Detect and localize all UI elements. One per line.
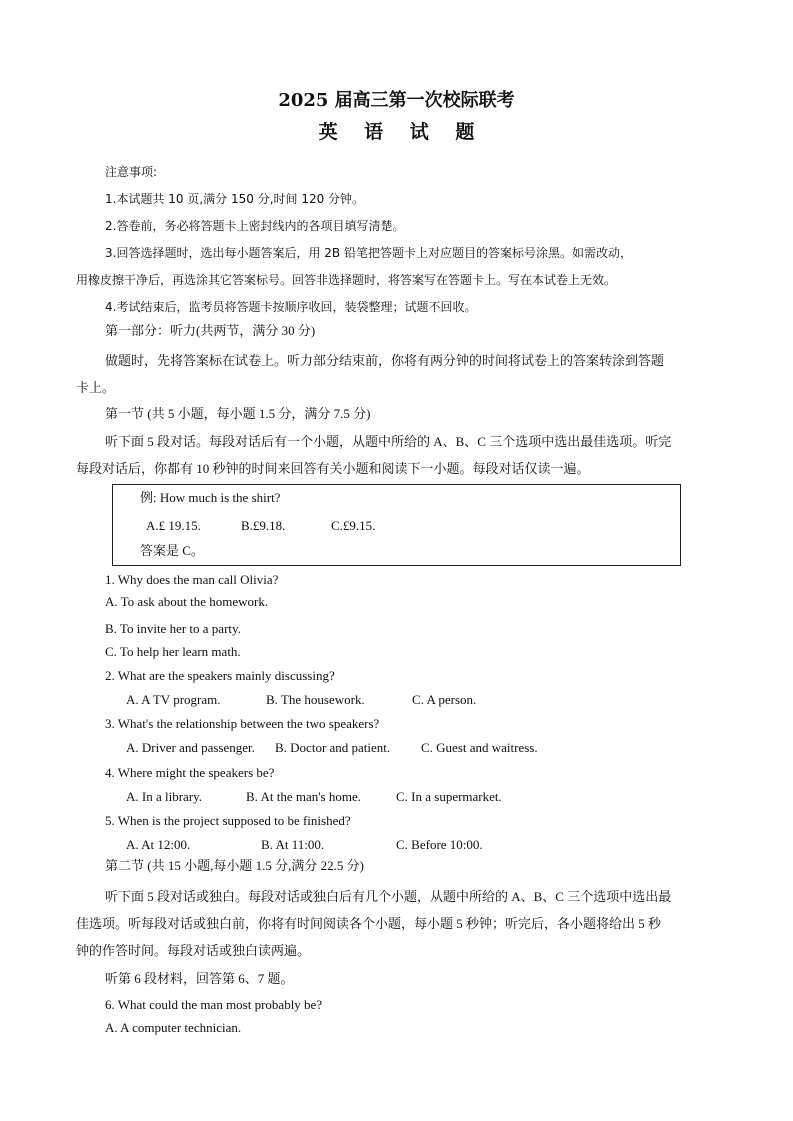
question-option: B. Doctor and patient. <box>275 740 391 755</box>
notice-item: 1.本试题共 10 页,满分 150 分,时间 120 分钟。 <box>105 192 365 206</box>
example-option: B.£9.18. <box>241 518 286 533</box>
section1-intro: 听下面 5 段对话。每段对话后有一个小题，从题中所给的 A、B、C 三个选项中选出最佳选项。听完 <box>105 434 672 449</box>
example-option: C.£9.15. <box>331 518 376 533</box>
question: 4. Where might the speakers be? <box>105 765 275 780</box>
question-option: B. At 11:00. <box>261 837 325 852</box>
question-option: C. Before 10:00. <box>396 837 483 852</box>
question: 6. What could the man most probably be? <box>105 997 323 1012</box>
question-option: C. Guest and waitress. <box>421 740 538 755</box>
example-question: 例: How much is the shirt? <box>140 490 281 505</box>
example-answer: 答案是 C。 <box>140 543 204 558</box>
section1-heading: 第一节 (共 5 小题，每小题 1.5 分，满分 7.5 分) <box>105 406 371 421</box>
question-option: B. At the man's home. <box>246 789 362 804</box>
section1-intro: 每段对话后，你都有 10 秒钟的时间来回答有关小题和阅读下一小题。每段对话仅读一遍。 <box>76 461 590 476</box>
question-option: C. To help her learn math. <box>105 644 241 659</box>
question-option: A. A computer technician. <box>105 1020 242 1035</box>
question-option: A. At 12:00. <box>126 837 191 852</box>
question: 3. What's the relationship between the two speakers? <box>105 716 380 731</box>
question-option: C. A person. <box>412 692 477 707</box>
question-option: A. A TV program. <box>126 692 221 707</box>
notice-item: 2.答卷前，务必将答题卡上密封线内的各项目填写清楚。 <box>105 219 405 233</box>
section2-heading: 第二节 (共 15 小题,每小题 1.5 分,满分 22.5 分) <box>105 858 364 873</box>
question-option: B. To invite her to a party. <box>105 621 241 636</box>
exam-subtitle: 英 语 试 题 <box>318 121 485 143</box>
question: 5. When is the project supposed to be finished? <box>105 813 351 828</box>
notice-item-continued: 用橡皮擦干净后，再选涂其它答案标号。回答非选择题时，将答案写在答题卡上。写在本试卷上无效。 <box>76 273 617 287</box>
question: 2. What are the speakers mainly discussing? <box>105 668 335 683</box>
exam-title: 2025 届高三第一次校际联考 <box>278 90 515 111</box>
notice-heading: 注意事项: <box>105 165 158 179</box>
example-option: A.£ 19.15. <box>146 518 201 533</box>
question-option: A. To ask about the homework. <box>105 594 269 609</box>
question-option: A. Driver and passenger. <box>126 740 255 755</box>
notice-item: 4.考试结束后，监考员将答题卡按顺序收回，装袋整理；试题不回收。 <box>105 300 477 314</box>
part1-intro: 做题时，先将答案标在试卷上。听力部分结束前，你将有两分钟的时间将试卷上的答案转涂到答题 <box>105 353 665 368</box>
part1-heading: 第一部分：听力(共两节，满分 30 分) <box>105 323 316 338</box>
question: 1. Why does the man call Olivia? <box>105 572 279 587</box>
question-option: C. In a supermarket. <box>396 789 502 804</box>
notice-item: 3.回答选择题时，选出每小题答案后，用 2B 铅笔把答题卡上对应题目的答案标号涂黑。如需改动， <box>105 246 632 260</box>
section2-intro: 钟的作答时间。每段对话或独白读两遍。 <box>76 943 311 958</box>
section2-intro: 佳选项。听每段对话或独白前，你将有时间阅读各个小题，每小题 5 秒钟；听完后，各小题将给出 5 秒 <box>76 916 662 931</box>
question-option: A. In a library. <box>126 789 203 804</box>
part1-intro: 卡上。 <box>76 380 116 395</box>
section2-intro: 听下面 5 段对话或独白。每段对话或独白后有几个小题，从题中所给的 A、B、C 三个选项中选出最 <box>105 889 672 904</box>
material-heading: 听第 6 段材料，回答第 6、7 题。 <box>105 971 294 986</box>
question-option: B. The housework. <box>266 692 365 707</box>
